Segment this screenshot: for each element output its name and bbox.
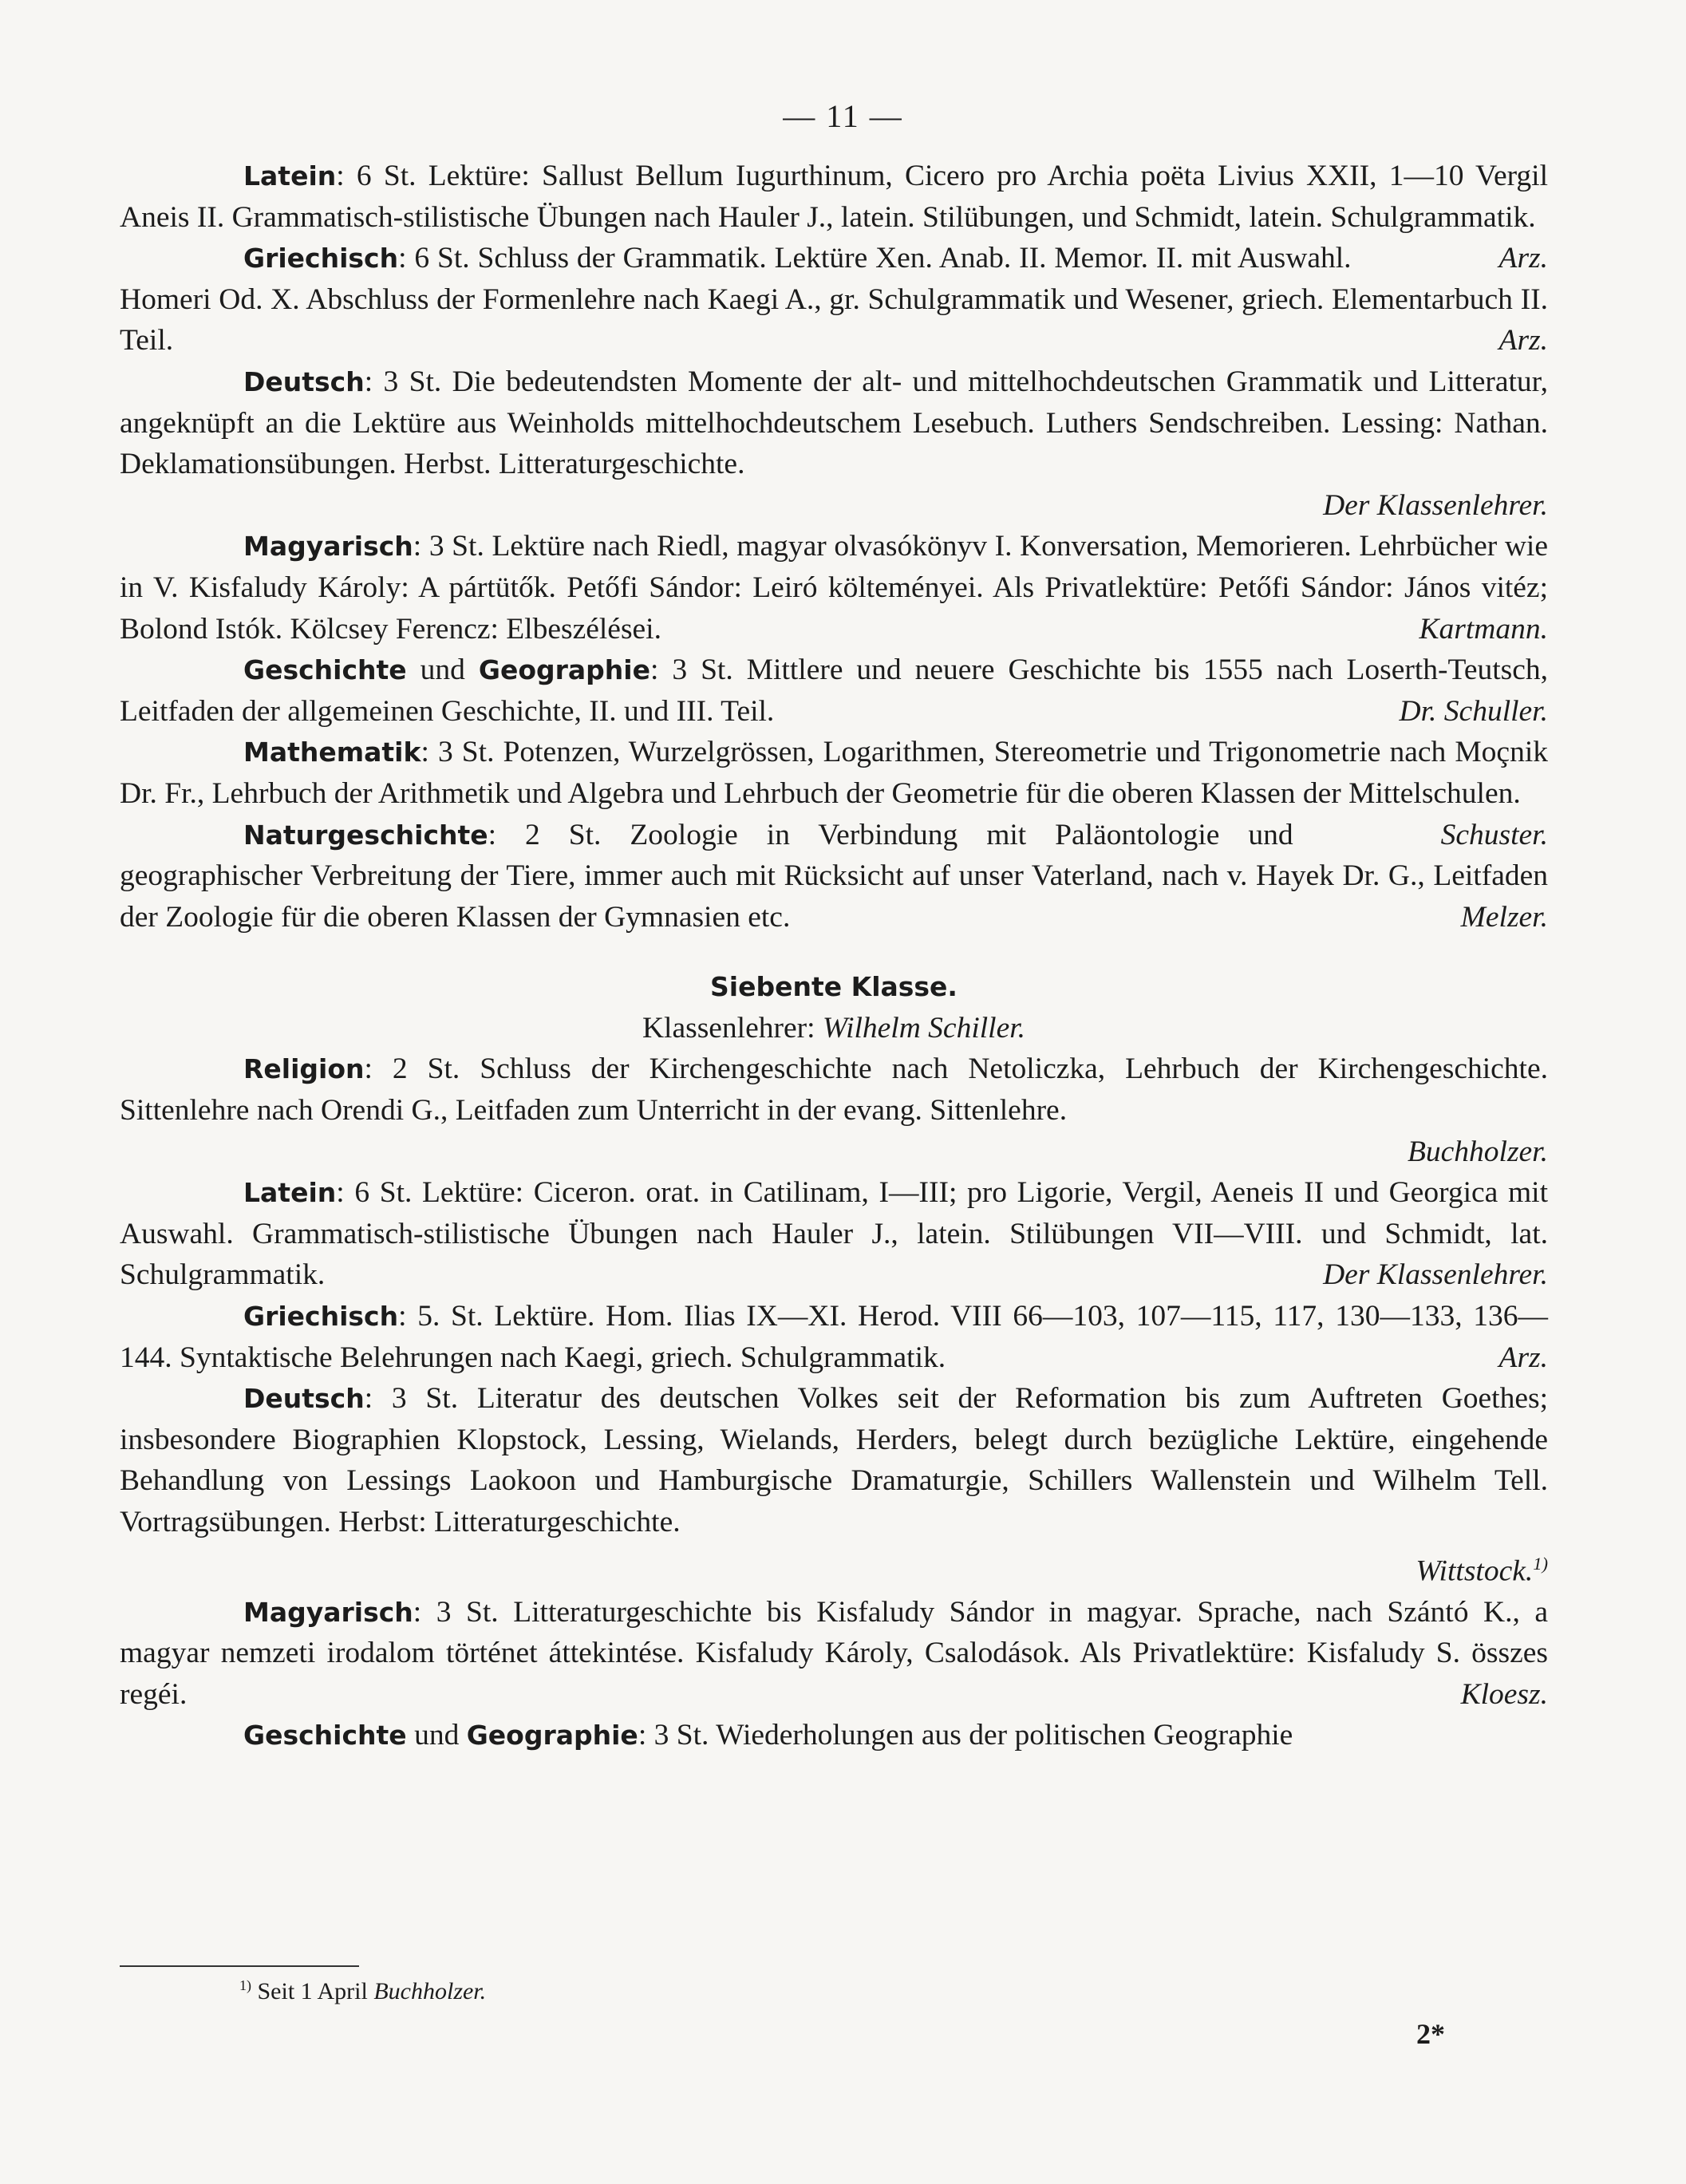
- teacher-signature: Der Klassenlehrer.: [1323, 488, 1548, 522]
- subject-label: Griechisch: [243, 243, 399, 274]
- subject-label: Latein: [243, 160, 337, 192]
- subject-label-2: Geographie: [466, 1720, 638, 1752]
- subject-text: : 3 St. Wiederholungen aus der politischen Geographie: [638, 1719, 1293, 1752]
- teacher-signature: Arz.: [1498, 1341, 1548, 1374]
- teacher-signature: Buchholzer.: [1407, 1135, 1548, 1168]
- subject-text: : 2 St. Schluss der Kirchengeschichte nach Netoliczka, Lehrbuch der Kirchengeschichte. Sittenlehre nach Orendi G., Leitfaden zum Unterricht in der evang. Sittenlehre.: [120, 1053, 1548, 1128]
- footnote: [239, 1977, 486, 2005]
- subject-text: : 2 St. Zoologie in Verbindung mit Paläontologie und geographischer Verbreitung der Tiere, immer auch mit Rücksicht auf unser Vaterland, nach v. Hayek Dr. G., Leitfaden der Zoologie für die oberen Klassen der Gymnasien etc.: [120, 818, 1548, 934]
- subject-conjunction: und: [406, 1719, 467, 1752]
- subject-magyarisch-7: [120, 1592, 1548, 1716]
- subject-religion: [120, 1049, 1548, 1131]
- subject-text: : 5. St. Lektüre. Hom. Ilias IX—XI. Herod. VIII 66—103, 107—115, 117, 130—133, 136—144. Syntaktische Belehrungen nach Kaegi, griech. Schulgrammatik.: [120, 1300, 1548, 1374]
- subject-text: : 3 St. Potenzen, Wurzelgrössen, Logarithmen, Stereometrie und Trigonometrie nach Moçnik Dr. Fr., Lehrbuch der Arithmetik und Algebra und Lehrbuch der Geometrie für die oberen Klassen der Mittelschulen.: [120, 736, 1548, 810]
- subject-conjunction: und: [406, 654, 479, 687]
- subject-text: : 3 St. Die bedeutendsten Momente der alt- und mittelhochdeutschen Grammatik und Litteratur, angeknüpft an die Lektüre aus Weinholds mittelhochdeutschem Lesebuch. Luthers Sendschreiben. Lessing: Nathan. Deklamationsübungen. Herbst. Litteraturgeschichte.: [120, 365, 1548, 481]
- teacher-signature-name: Wittstock.: [1416, 1554, 1534, 1588]
- subject-label: Griechisch: [243, 1301, 399, 1333]
- subject-label: Magyarisch: [243, 531, 413, 563]
- page-body: [120, 156, 1548, 1756]
- subject-text: : 3 St. Literatur des deutschen Volkes seit der Reformation bis zum Auftreten Goethes; insbesondere Biographien Klopstock, Lessing, Wielands, Herders, belegt durch bezügliche Lektüre, eingehende Behandlung von Lessings Laokoon und Hamburgische Dramaturgie, Schillers Wallenstein und Wilhelm Tell. Vortragsübungen. Herbst: Litteraturgeschichte.: [120, 1382, 1548, 1538]
- subject-text: : 3 St. Mittlere und neuere Geschichte bis 1555 nach Loserth-Teutsch, Leitfaden der allgemeinen Geschichte, II. und III. Teil.: [120, 654, 1548, 728]
- footnote-text: Seit 1 April: [251, 1978, 374, 2004]
- page-number: — 11 —: [783, 98, 903, 134]
- subject-magyarisch: [120, 526, 1548, 650]
- subject-text: : 6 St. Schluss der Grammatik. Lektüre Xen. Anab. II. Memor. II. mit Auswahl. Homeri Od. X. Abschluss der Formenlehre nach Kaegi A., gr. Schulgrammatik und Wesener, griech. Elementarbuch II. Teil.: [120, 242, 1548, 357]
- subject-griechisch-7: [120, 1296, 1548, 1378]
- sheet-signature-mark: 2*: [1416, 2018, 1445, 2050]
- subject-label: Latein: [243, 1177, 337, 1209]
- footnote-reference: 1): [1533, 1553, 1548, 1574]
- subject-griechisch: [120, 238, 1548, 361]
- teacher-signature: Arz.: [1498, 324, 1548, 357]
- teacher-signature: Melzer.: [1460, 900, 1548, 934]
- subject-text: : 3 St. Lektüre nach Riedl, magyar olvasókönyv I. Konversation, Memorieren. Lehrbücher wie in V. Kisfaludy Károly: A pártütők. Petőfi Sándor: Leiró költeményei. Als Privatlektüre: Petőfi Sándor: János vitéz; Bolond Istók. Kölcsey Ferencz: Elbeszélései.: [120, 530, 1548, 646]
- subject-geschichte-geographie: [120, 650, 1548, 732]
- footnote-divider: [120, 1965, 359, 1967]
- subject-label-2: Geographie: [478, 654, 650, 686]
- subject-label: Deutsch: [243, 365, 365, 397]
- subject-geschichte-geographie-7: [120, 1715, 1548, 1756]
- class-teacher-name: Wilhelm Schiller.: [822, 1011, 1026, 1045]
- teacher-signature: Arz.: [1498, 242, 1548, 275]
- section-title: Siebente Klasse.: [710, 971, 958, 1003]
- footnote-name: Buchholzer.: [373, 1978, 487, 2004]
- subject-deutsch-7: [120, 1378, 1548, 1542]
- subject-text: : 6 St. Lektüre: Sallust Bellum Iugurthinum, Cicero pro Archia poëta Livius XXII, 1—10 Vergil Aneis II. Grammatisch-stilistische Übungen nach Hauler J., latein. Stilübungen, und Schmidt, latein. Schulgrammatik.: [120, 160, 1548, 234]
- subject-text: : 3 St. Litteraturgeschichte bis Kisfaludy Sándor in magyar. Sprache, nach Szántó K., a magyar nemzeti irodalom történet áttekintése. Kisfaludy Károly, Csalodások. Als Privatlektüre: Kisfaludy S. összes regéi.: [120, 1595, 1548, 1711]
- teacher-signature: Schuster.: [1440, 818, 1548, 851]
- teacher-signature: Kloesz.: [1460, 1677, 1548, 1711]
- footnote-mark: 1): [239, 1977, 251, 1993]
- subject-label: Geschichte: [243, 1720, 407, 1752]
- subject-label: Religion: [243, 1053, 365, 1085]
- subject-label: Magyarisch: [243, 1596, 413, 1628]
- class-teacher-line: [120, 1008, 1548, 1049]
- teacher-signature: Kartmann.: [1419, 612, 1548, 646]
- subject-label: Naturgeschichte: [243, 819, 488, 851]
- subject-text: : 6 St. Lektüre: Ciceron. orat. in Catilinam, I—III; pro Ligorie, Vergil, Aeneis II und Georgica mit Auswahl. Grammatisch-stilistische Übungen nach Hauler J., latein. Stilübungen VII—VIII. und Schmidt, lat. Schulgrammatik.: [120, 1176, 1548, 1292]
- teacher-signature: [120, 1543, 1548, 1592]
- subject-deutsch: [120, 361, 1548, 485]
- subject-latein-7: [120, 1172, 1548, 1296]
- class-teacher-label: Klassenlehrer:: [642, 1011, 815, 1045]
- teacher-signature: Dr. Schuller.: [1399, 694, 1548, 728]
- subject-label: Geschichte: [243, 654, 407, 686]
- subject-label: Deutsch: [243, 1383, 365, 1415]
- teacher-signature: Der Klassenlehrer.: [1323, 1258, 1548, 1292]
- subject-label: Mathematik: [243, 737, 421, 768]
